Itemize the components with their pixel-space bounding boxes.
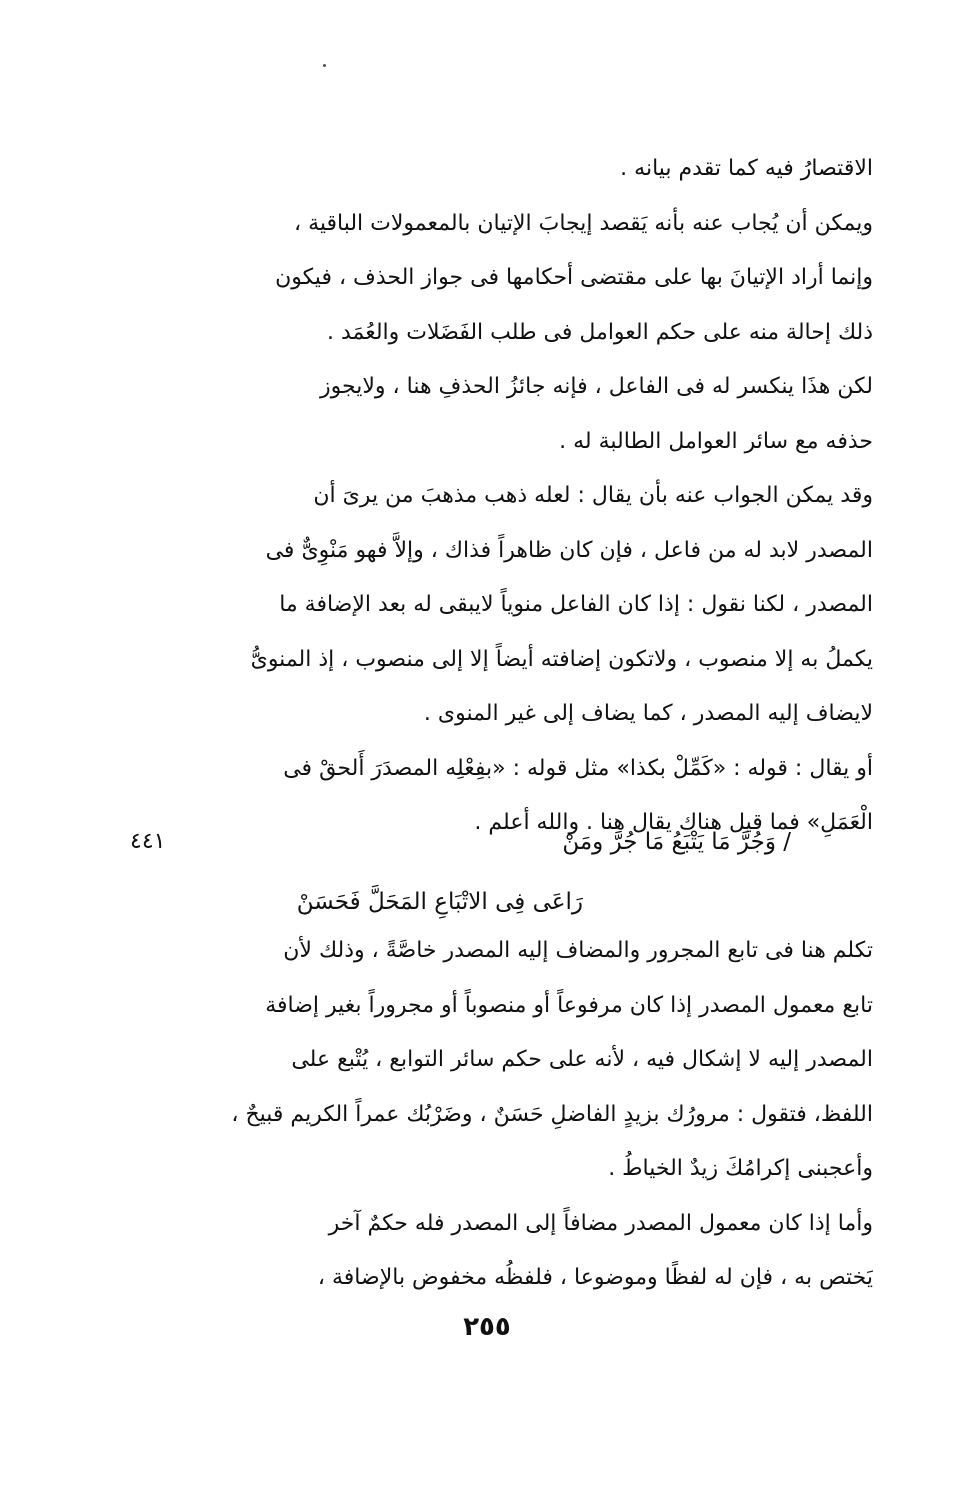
text-line: تابع معمول المصدر إذا كان مرفوعاً أو منصوباً أو مجروراً بغير إضافة: [265, 992, 873, 1018]
paragraphs-bottom: [183, 924, 873, 1306]
text-line: يكملُ به إلا منصوب ، ولاتكون إضافته أيضاً إلا إلى منصوب ، إذ المنوىُّ: [250, 646, 873, 672]
text-line: ذلك إحالة منه على حكم العوامل فى طلب الفَضَلات والعُمَد .: [326, 319, 873, 345]
verse-line-2: رَاعَى فِى الاتْبَاعِ المَحَلَّ فَحَسَنْ: [296, 889, 583, 915]
text-line: تكلم هنا فى تابع المجرور والمضاف إليه المصدر خاصَّةً ، وذلك لأن: [283, 938, 873, 963]
text-line: اللفظ، فتقول : مرورُك بزيدٍ الفاضلِ حَسَنٌ ، وضَرْبُك عمراً الكريم قبيحٌ ،: [231, 1101, 873, 1127]
page-number: ٢٥٥: [463, 1312, 511, 1342]
text-line: وإنما أراد الإتيانَ بها على مقتضى أحكامها فى جواز الحذف ، فيكون: [275, 265, 873, 290]
text-line: المصدر إليه لا إشكال فيه ، لأنه على حكم سائر التوابع ، يُتْبع على: [291, 1047, 873, 1072]
paragraphs-top: [183, 142, 873, 851]
text-line: المصدر ، لكنا نقول : إذا كان الفاعل منوياً لايبقى له بعد الإضافة ما: [279, 592, 873, 617]
verse-block: [183, 812, 833, 932]
text-line: وأعجبنى إكرامُكَ زيدٌ الخياطُ .: [608, 1156, 873, 1181]
text-line: الْعَمَلِ» فما قيل هناك يقال هنا . والله أعلم .: [474, 810, 873, 835]
decorative-dot: [323, 64, 326, 67]
text-line: الاقتصارُ فيه كما تقدم بيانه .: [620, 156, 873, 181]
text-line: لايضاف إليه المصدر ، كما يضاف إلى غير المنوى .: [423, 701, 873, 726]
text-line: وأما إذا كان معمول المصدر مضافاً إلى المصدر فله حكمٌ آخر: [328, 1210, 873, 1236]
text-line: لكن هذَا ينكسر له فى الفاعل ، فإنه جائزُ الحذفِ هنا ، ولايجوز: [320, 374, 873, 399]
text-line: وقد يمكن الجواب عنه بأن يقال : لعله ذهب مذهبَ من يرىَ أن: [313, 483, 873, 508]
text-line: يَختص به ، فإن له لفظًا وموضوعا ، فلفظُه مخفوض بالإضافة ،: [317, 1265, 873, 1290]
text-line: المصدر لابد له من فاعل ، فإن كان ظاهراً فذاك ، وإلاَّ فهو مَنْوِىٌّ فى: [265, 537, 873, 563]
text-line: ويمكن أن يُجاب عنه بأنه يَقصد إيجابَ الإتيان بالمعمولات الباقية ،: [293, 210, 873, 236]
text-line: حذفه مع سائر العوامل الطالبة له .: [559, 428, 873, 454]
text-line: أو يقال : قوله : «كَمِّلْ بكذا» مثل قوله : «بفِعْلِه المصدَرَ أَلحقْ فى: [283, 755, 873, 781]
margin-number: ٤٤١: [130, 829, 166, 854]
verse-line-1: / وَجُرَّ مَا يَتْبَعُ مَا جُرَّ ومَنْ: [562, 829, 791, 855]
